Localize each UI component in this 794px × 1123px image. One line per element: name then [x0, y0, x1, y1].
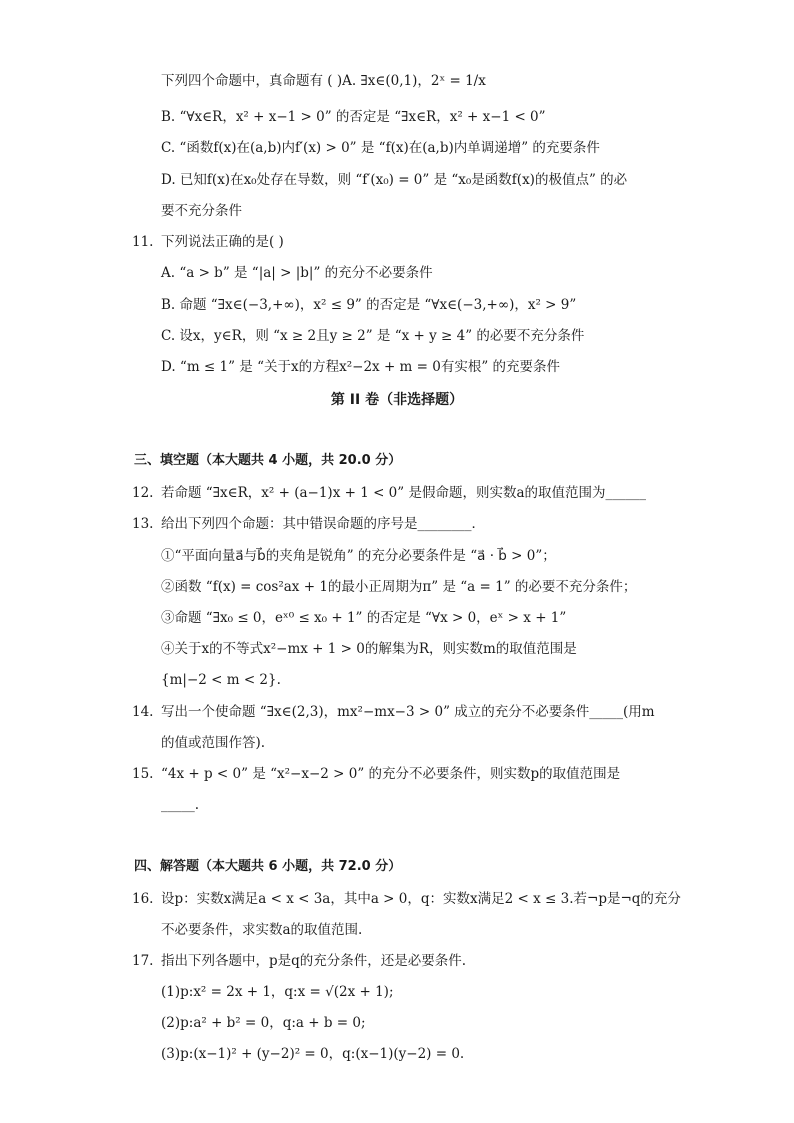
- q10-option-c: C. “函数f(x)在(a,b)内f′(x) > 0” 是 “f(x)在(a,b)内单调递增” 的充要条件: [161, 140, 600, 156]
- q14-text-line2: 的值或范围作答).: [161, 735, 266, 751]
- q16-number: 16.: [132, 891, 154, 907]
- section4-title: 四、解答题（本大题共 6 小题，共 72.0 分）: [134, 859, 402, 874]
- q14-text-line1: 写出一个使命题 “∃x∈(2,3)，mx²−mx−3 > 0” 成立的充分不必要条件_____(用m: [161, 704, 655, 720]
- q11-option-b: B. 命题 “∃x∈(−3,+∞)，x² ≤ 9” 的否定是 “∀x∈(−3,+∞)，x² > 9”: [161, 297, 577, 313]
- q13-item2: ②函数 “f(x) = cos²ax + 1的最小正周期为π” 是 “a = 1” 的必要不充分条件；: [161, 579, 637, 595]
- q15-text-line1: “4x + p < 0” 是 “x²−x−2 > 0” 的充分不必要条件，则实数p的取值范围是: [161, 766, 621, 782]
- q13-stem: 给出下列四个命题：其中错误命题的序号是________．: [161, 516, 485, 532]
- q13-item3: ③命题 “∃x₀ ≤ 0，eˣ⁰ ≤ x₀ + 1” 的否定是 “∀x > 0，eˣ > x + 1”: [161, 610, 567, 626]
- q11-option-a: A. “a > b” 是 “|a| > |b|” 的充分不必要条件: [161, 265, 433, 281]
- q11-option-c: C. 设x，y∈R，则 “x ≥ 2且y ≥ 2” 是 “x + y ≥ 4” 的必要不充分条件: [161, 328, 585, 344]
- section3-title: 三、填空题（本大题共 4 小题，共 20.0 分）: [134, 453, 402, 468]
- q10-option-d-line2: 要不充分条件: [161, 203, 242, 219]
- q11-stem: 下列说法正确的是( ): [161, 234, 284, 250]
- q10-option-b: B. “∀x∈R，x² + x−1 > 0” 的否定是 “∃x∈R，x² + x−1 < 0”: [161, 109, 546, 125]
- part2-title: 第 II 卷（非选择题）: [330, 392, 464, 408]
- q17-number: 17.: [132, 953, 154, 969]
- q13-item1: ①“平面向量a⃗与b⃗的夹角是锐角” 的充分必要条件是 “a⃗ · b⃗ > 0”；: [161, 548, 556, 564]
- q10-stem: 下列四个命题中，真命题有 ( )A. ∃x∈(0,1)，2ˣ = 1/x: [161, 73, 486, 89]
- q16-text-line2: 不必要条件，求实数a的取值范围.: [161, 922, 363, 938]
- q11-option-d: D. “m ≤ 1” 是 “关于x的方程x²−2x + m = 0有实根” 的充要条件: [161, 359, 561, 375]
- q17-item3: (3)p:(x−1)² + (y−2)² = 0，q:(x−1)(y−2) = 0.: [161, 1046, 465, 1062]
- q16-text-line1: 设p：实数x满足a < x < 3a，其中a > 0，q：实数x满足2 < x ≤ 3.若¬p是¬q的充分: [161, 891, 681, 907]
- q14-number: 14.: [132, 704, 154, 720]
- q12-text: 若命题 “∃x∈R，x² + (a−1)x + 1 < 0” 是假命题，则实数a的取值范围为______: [161, 485, 647, 501]
- q11-number: 11.: [132, 234, 154, 250]
- q15-text-line2: _____.: [161, 797, 200, 813]
- q13-item4-line2: {m|−2 < m < 2}.: [161, 672, 281, 688]
- q13-item4-line1: ④关于x的不等式x²−mx + 1 > 0的解集为R，则实数m的取值范围是: [161, 641, 577, 657]
- q15-number: 15.: [132, 766, 154, 782]
- q17-stem: 指出下列各题中，p是q的充分条件，还是必要条件.: [161, 953, 467, 969]
- q12-number: 12.: [132, 485, 154, 501]
- q17-item2: (2)p:a² + b² = 0，q:a + b = 0;: [161, 1015, 366, 1031]
- q10-option-d-line1: D. 已知f(x)在x₀处存在导数，则 “f′(x₀) = 0” 是 “x₀是函数f(x)的极值点” 的必: [161, 172, 628, 188]
- q17-item1: (1)p:x² = 2x + 1，q:x = √(2x + 1);: [161, 984, 394, 1000]
- q13-number: 13.: [132, 516, 154, 532]
